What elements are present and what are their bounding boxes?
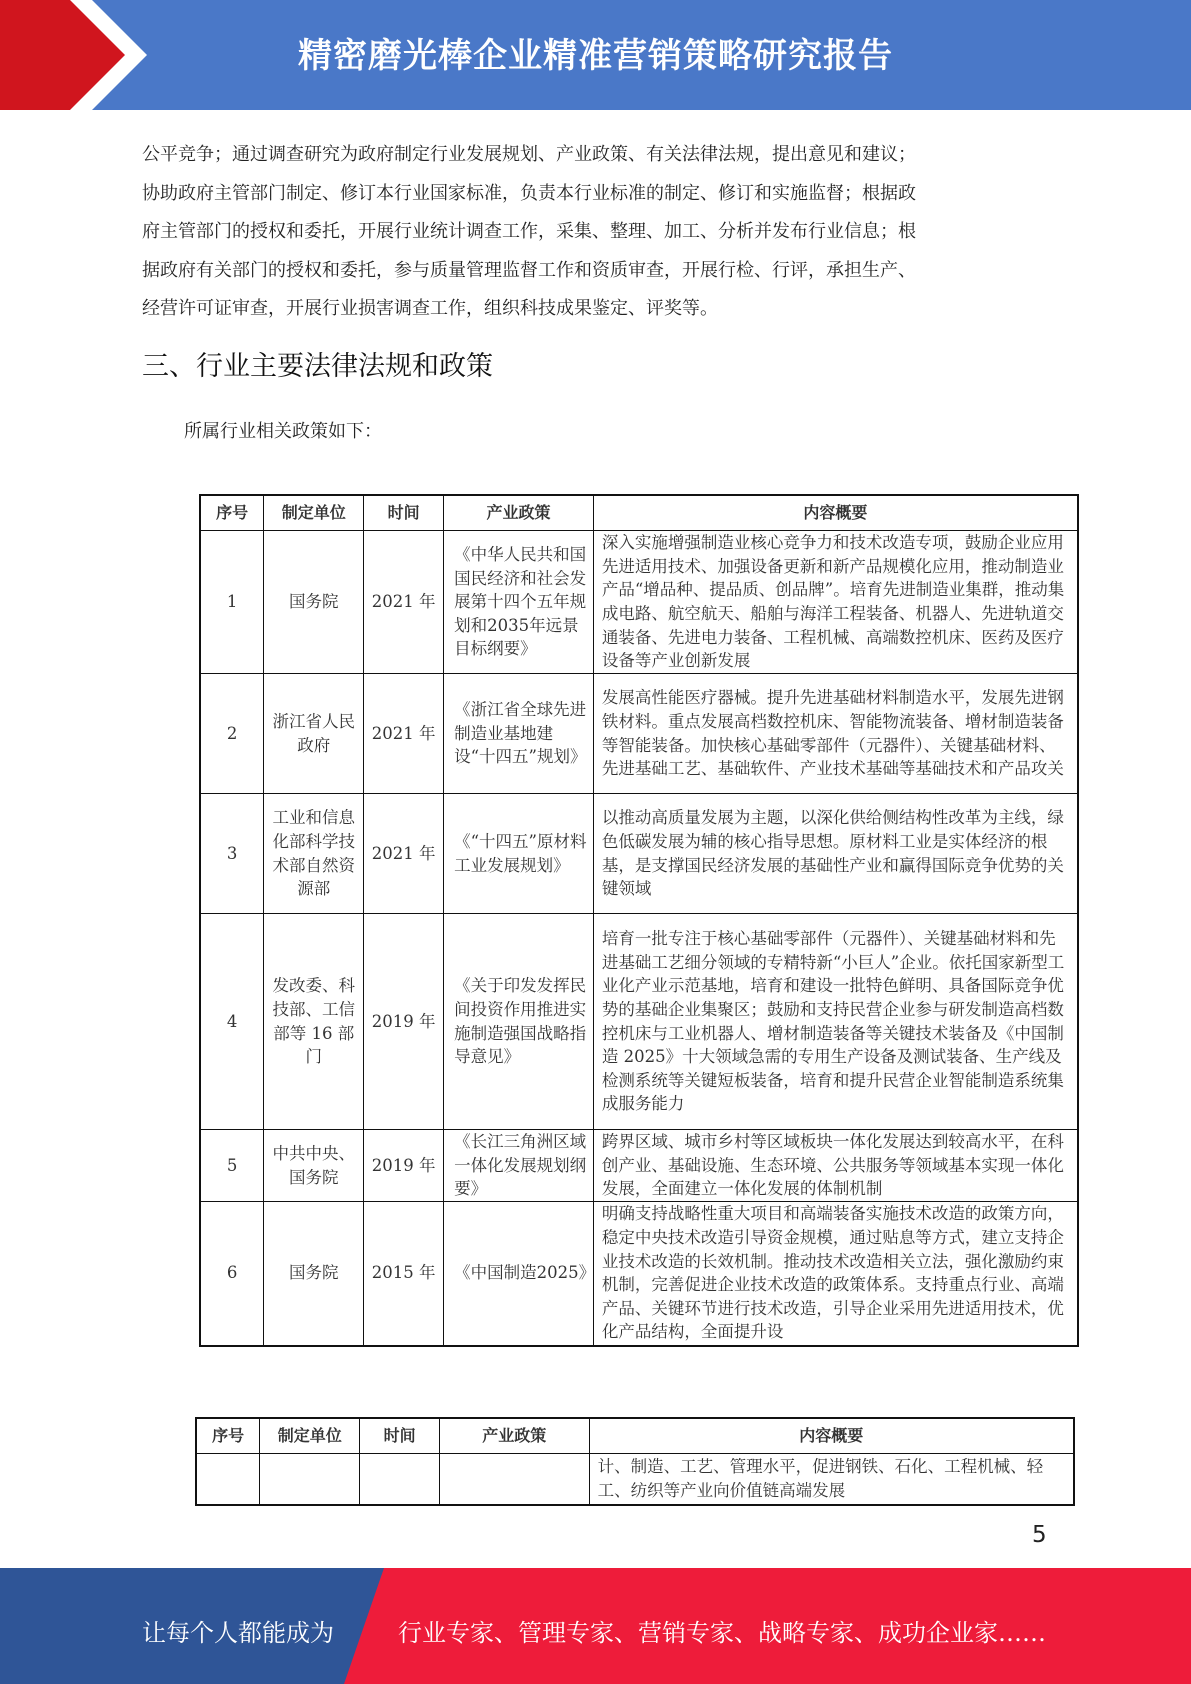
footer-slogan-right: 行业专家、管理专家、营销专家、战略专家、成功企业家…… [398, 1619, 1046, 1647]
cell-time: 2021 年 [364, 674, 444, 794]
cell-unit: 工业和信息化部科学技术部自然资源部 [264, 794, 364, 914]
cell-no: 5 [200, 1130, 264, 1202]
cell-time: 2021 年 [364, 794, 444, 914]
cell-unit [260, 1454, 360, 1506]
cell-summary: 以推动高质量发展为主题，以深化供给侧结构性改革为主线，绿色低碳发展为辅的核心指导思想。原材料工业是实体经济的根基，是支撑国民经济发展的基础性产业和赢得国际竞争优势的关键领域 [593, 794, 1078, 914]
table-row [200, 531, 1078, 674]
intro-paragraph [142, 136, 1052, 329]
cell-policy [439, 1454, 589, 1506]
cell-unit: 国务院 [264, 531, 364, 674]
header-summary: 内容概要 [589, 1418, 1074, 1454]
table-header-row [200, 495, 1078, 531]
cell-summary: 深入实施增强制造业核心竞争力和技术改造专项，鼓励企业应用先进适用技术、加强设备更新和新产品规模化应用，推动制造业产品“增品种、提品质、创品牌”。培育先进制造业集群，推动集成电路、航空航天、船舶与海洋工程装备、机器人、先进轨道交通装备、先进电力装备、工程机械、高端数控机床、医药及医疗设备等产业创新发展 [593, 531, 1078, 674]
table-header-row [196, 1418, 1074, 1454]
table-row [200, 914, 1078, 1130]
report-title: 精密磨光棒企业精准营销策略研究报告 [298, 36, 893, 76]
table-row [200, 674, 1078, 794]
policy-table [199, 494, 1079, 1347]
page-footer [0, 1568, 1191, 1684]
cell-summary: 明确支持战略性重大项目和高端装备实施技术改造的政策方向，稳定中央技术改造引导资金规模，通过贴息等方式，建立支持企业技术改造的长效机制。推动技术改造相关立法，强化激励约束机制，完善促进企业技术改造的政策体系。支持重点行业、高端产品、关键环节进行技术改造，引导企业采用先进适用技术，优化产品结构，全面提升设 [593, 1202, 1078, 1346]
cell-policy: 《长江三角洲区域一体化发展规划纲要》 [444, 1130, 594, 1202]
table-intro-text: 所属行业相关政策如下： [184, 421, 382, 442]
cell-summary: 计、制造、工艺、管理水平，促进钢铁、石化、工程机械、轻工、纺织等产业向价值链高端发展 [589, 1454, 1074, 1506]
cell-time [360, 1454, 440, 1506]
intro-line: 据政府有关部门的授权和委托，参与质量管理监督工作和资质审查，开展行检、行评，承担生产、 [142, 259, 916, 281]
cell-policy: 《中华人民共和国国民经济和社会发展第十四个五年规划和2035年远景目标纲要》 [444, 531, 594, 674]
intro-line: 协助政府主管部门制定、修订本行业国家标准，负责本行业标准的制定、修订和实施监督；根据政 [142, 182, 916, 204]
header-policy: 产业政策 [439, 1418, 589, 1454]
header-no: 序号 [200, 495, 264, 531]
header-policy: 产业政策 [444, 495, 594, 531]
header-time: 时间 [360, 1418, 440, 1454]
table-row [200, 1202, 1078, 1346]
cell-no: 4 [200, 914, 264, 1130]
header-unit: 制定单位 [260, 1418, 360, 1454]
cell-unit: 中共中央、国务院 [264, 1130, 364, 1202]
cell-summary: 发展高性能医疗器械。提升先进基础材料制造水平，发展先进钢铁材料。重点发展高档数控机床、智能物流装备、增材制造装备等智能装备。加快核心基础零部件（元器件）、关键基础材料、先进基础工艺、基础软件、产业技术基础等基础技术和产品攻关 [593, 674, 1078, 794]
cell-summary: 跨界区域、城市乡村等区域板块一体化发展达到较高水平，在科创产业、基础设施、生态环境、公共服务等领域基本实现一体化发展，全面建立一体化发展的体制机制 [593, 1130, 1078, 1202]
cell-unit: 国务院 [264, 1202, 364, 1346]
cell-no: 2 [200, 674, 264, 794]
cell-unit: 发改委、科技部、工信部等 16 部门 [264, 914, 364, 1130]
cell-policy: 《“十四五”原材料工业发展规划》 [444, 794, 594, 914]
table-row [200, 794, 1078, 914]
page-header [0, 0, 1191, 110]
cell-no: 3 [200, 794, 264, 914]
cell-unit: 浙江省人民政府 [264, 674, 364, 794]
cell-no: 1 [200, 531, 264, 674]
cell-policy: 《浙江省全球先进制造业基地建设“十四五”规划》 [444, 674, 594, 794]
header-time: 时间 [364, 495, 444, 531]
page-number: 5 [1032, 1522, 1047, 1548]
footer-slogan-left: 让每个人都能成为 [142, 1619, 334, 1647]
cell-time: 2019 年 [364, 1130, 444, 1202]
intro-line: 府主管部门的授权和委托，开展行业统计调查工作，采集、整理、加工、分析并发布行业信息；根 [142, 221, 916, 242]
cell-time: 2021 年 [364, 531, 444, 674]
table-row [196, 1454, 1074, 1506]
intro-line: 经营许可证审查，开展行业损害调查工作，组织科技成果鉴定、评奖等。 [142, 298, 718, 319]
header-summary: 内容概要 [593, 495, 1078, 531]
cell-summary: 培育一批专注于核心基础零部件（元器件）、关键基础材料和先进基础工艺细分领域的专精特新“小巨人”企业。依托国家新型工业化产业示范基地，培育和建设一批特色鲜明、具备国际竞争优势的基础企业集聚区；鼓励和支持民营企业参与研发制造高档数控机床与工业机器人、增材制造装备等关键技术装备及《中国制造 2025》十大领域急需的专用生产设备及测试装备、生产线及检测系统等关键短板装备，培育和提升民营企业智能制造系统集成服务能力 [593, 914, 1078, 1130]
cell-policy: 《关于印发发挥民间投资作用推进实施制造强国战略指导意见》 [444, 914, 594, 1130]
cell-time: 2019 年 [364, 914, 444, 1130]
header-no: 序号 [196, 1418, 260, 1454]
intro-line: 公平竞争；通过调查研究为政府制定行业发展规划、产业政策、有关法律法规，提出意见和建议； [142, 144, 916, 165]
policy-table-continued [195, 1417, 1075, 1506]
cell-policy: 《中国制造2025》 [444, 1202, 594, 1346]
header-unit: 制定单位 [264, 495, 364, 531]
table-row [200, 1130, 1078, 1202]
cell-no [196, 1454, 260, 1506]
cell-time: 2015 年 [364, 1202, 444, 1346]
section-heading: 三、行业主要法律法规和政策 [142, 351, 493, 382]
cell-no: 6 [200, 1202, 264, 1346]
